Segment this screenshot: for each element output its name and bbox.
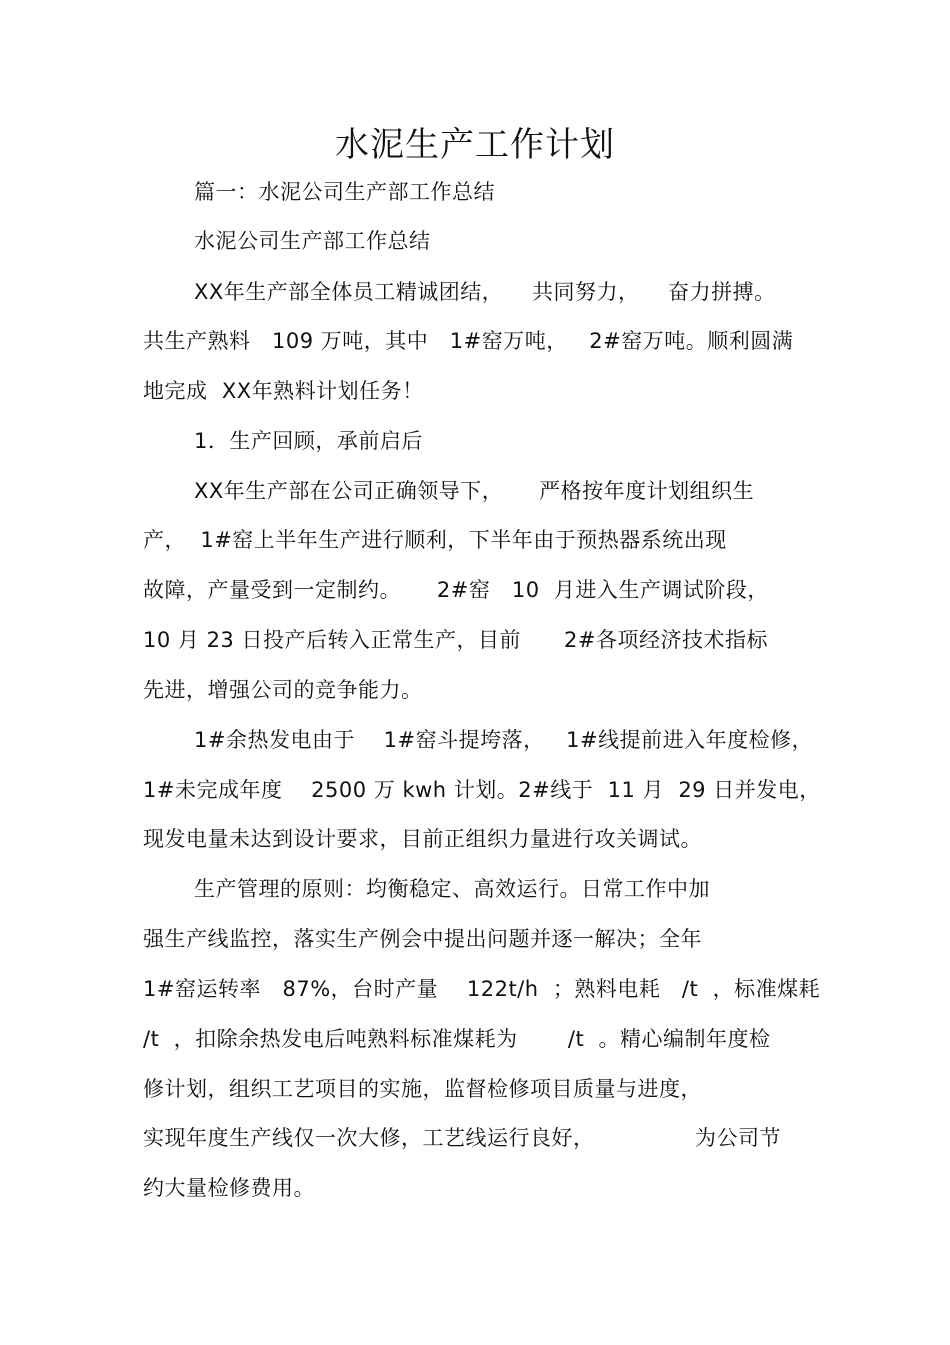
paragraph-line: 共生产熟料 109 万吨，其中 1#窑万吨， 2#窑万吨。顺利圆满: [143, 329, 794, 353]
paragraph-line: 地完成 XX年熟料计划任务！: [143, 379, 424, 403]
section-heading: 篇一：水泥公司生产部工作总结: [194, 180, 495, 204]
paragraph-line: 约大量检修费用。: [143, 1176, 315, 1200]
paragraph-line: 10 月 23 日投产后转入正常生产，目前 2#各项经济技术指标: [143, 628, 768, 652]
document-title: 水泥生产工作计划: [335, 125, 615, 165]
paragraph-line: 强生产线监控，落实生产例会中提出问题并逐一解决；全年: [143, 927, 702, 951]
paragraph-line: 现发电量未达到设计要求，目前正组织力量进行攻关调试。: [143, 827, 702, 851]
paragraph-line: 修计划，组织工艺项目的实施，监督检修项目质量与进度，: [143, 1077, 702, 1101]
subheading: 水泥公司生产部工作总结: [194, 229, 431, 253]
paragraph-line: 故障，产量受到一定制约。 2#窑 10 月进入生产调试阶段，: [143, 578, 769, 602]
paragraph-line: 1#窑运转率 87%，台时产量 122t/h ；熟料电耗 /t ，标准煤耗: [143, 977, 821, 1001]
paragraph-line: 1#余热发电由于 1#窑斗提垮落， 1#线提前进入年度检修，: [194, 728, 814, 752]
paragraph-line: XX年生产部在公司正确领导下， 严格按年度计划组织生: [194, 479, 755, 503]
paragraph-line: XX年生产部全体员工精诚团结， 共同努力， 奋力拼搏。: [194, 280, 776, 304]
paragraph-line: 先进，增强公司的竞争能力。: [143, 678, 423, 702]
paragraph-line: 生产管理的原则：均衡稳定、高效运行。日常工作中加: [194, 877, 710, 901]
paragraph-line: 1#未完成年度 2500 万 kwh 计划。2#线于 11 月 29 日并发电，: [143, 778, 821, 802]
numbered-heading: 1．生产回顾，承前启后: [194, 429, 423, 453]
paragraph-line: 实现年度生产线仅一次大修，工艺线运行良好， 为公司节: [143, 1126, 781, 1150]
paragraph-line: /t ，扣除余热发电后吨熟料标准煤耗为 /t 。精心编制年度检: [143, 1027, 771, 1051]
paragraph-line: 产， 1#窑上半年生产进行顺利，下半年由于预热器系统出现: [143, 528, 727, 552]
